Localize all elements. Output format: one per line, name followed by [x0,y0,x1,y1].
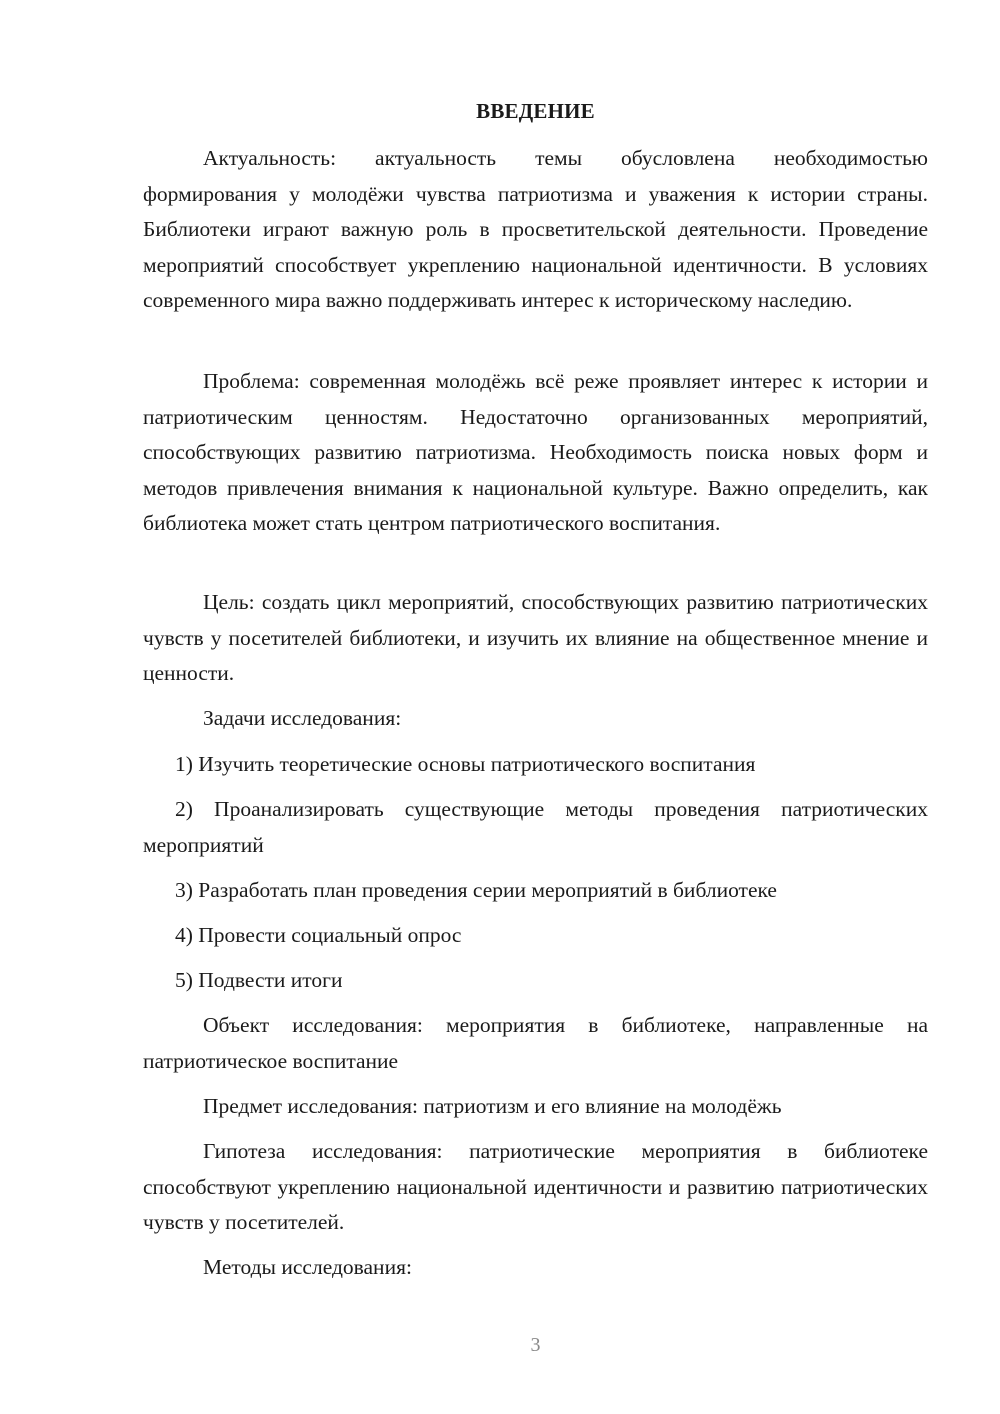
paragraph-object: Объект исследования: мероприятия в библиотеке, направленные на патриотическое воспитание [143,1013,928,1073]
task-item-4: 4) Провести социальный опрос [175,923,462,947]
page-title: ВВЕДЕНИЕ [476,99,595,123]
paragraph-hypothesis: Гипотеза исследования: патриотические мероприятия в библиотеке способствуют укреплению национальной идентичности и развитию патриотических чувств у посетителей. [143,1139,928,1234]
methods-heading: Методы исследования: [203,1255,412,1279]
paragraph-relevance: Актуальность: актуальность темы обусловлена необходимостью формирования у молодёжи чувства патриотизма и уважения к истории страны. Библиотеки играют важную роль в просветительской деятельности. Проведение мероприятий способствует укреплению национальной идентичности. В условиях современного мира важно поддерживать интерес к историческому наследию. [143,146,928,312]
task-item-5: 5) Подвести итоги [175,968,343,992]
document-page [143,0,928,1414]
task-item-1: 1) Изучить теоретические основы патриотического воспитания [175,752,756,776]
task-item-3: 3) Разработать план проведения серии мероприятий в библиотеке [175,878,777,902]
paragraph-goal: Цель: создать цикл мероприятий, способствующих развитию патриотических чувств у посетителей библиотеки, и изучить их влияние на общественное мнение и ценности. [143,590,928,685]
paragraph-problem: Проблема: современная молодёжь всё реже проявляет интерес к истории и патриотическим ценностям. Недостаточно организованных мероприятий, способствующих развитию патриотизма. Необходимость поиска новых форм и методов привлечения внимания к национальной культуре. Важно определить, как библиотека может стать центром патриотического воспитания. [143,369,928,535]
tasks-heading: Задачи исследования: [203,706,402,730]
paragraph-subject: Предмет исследования: патриотизм и его влияние на молодёжь [203,1094,782,1118]
task-item-2: 2) Проанализировать существующие методы проведения патриотических мероприятий [143,797,928,857]
page-number: 3 [530,1334,541,1356]
